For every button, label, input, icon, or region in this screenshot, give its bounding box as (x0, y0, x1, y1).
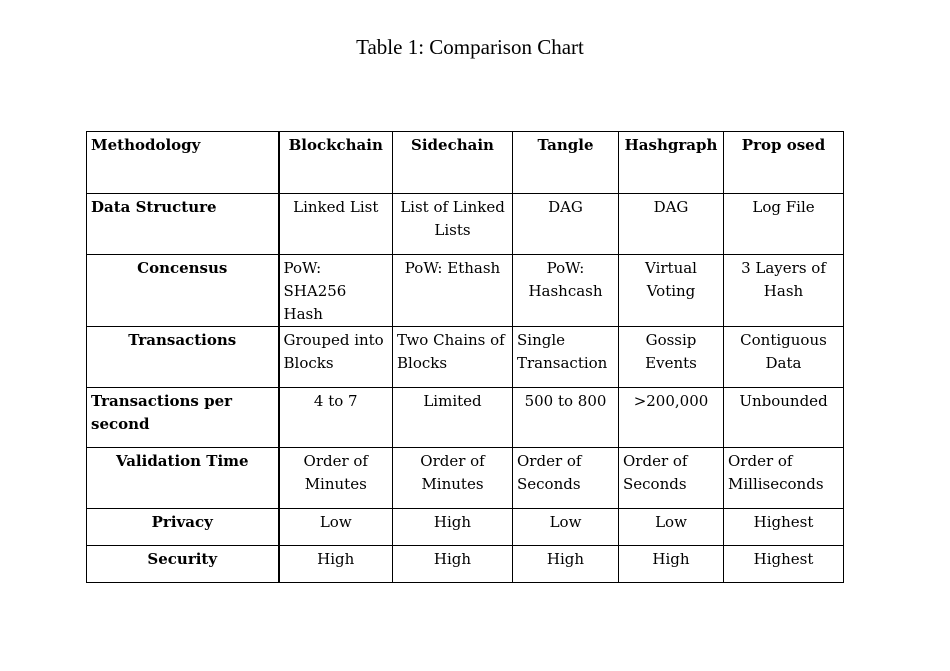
table-cell: Two Chains of Blocks (393, 327, 513, 388)
table-cell: High (279, 546, 393, 583)
table-cell: Order of Seconds (619, 448, 724, 509)
comparison-table (86, 131, 844, 583)
table-cell: PoW: Hashcash (513, 255, 619, 327)
row-label-data-structure: Data Structure (87, 194, 279, 255)
table-cell: Order of Milliseconds (724, 448, 844, 509)
header-blockchain: Blockchain (279, 132, 393, 194)
row-label-consensus: Concensus (87, 255, 279, 327)
table-cell: Order of Minutes (393, 448, 513, 509)
table-cell: Contiguous Data (724, 327, 844, 388)
table-row (87, 448, 844, 509)
table-cell: Low (279, 509, 393, 546)
table-cell: Linked List (279, 194, 393, 255)
table-cell: PoW: SHA256 Hash (279, 255, 393, 327)
table-cell: Virtual Voting (619, 255, 724, 327)
table-cell: Order of Minutes (279, 448, 393, 509)
row-label-validation-time: Validation Time (87, 448, 279, 509)
header-methodology: Methodology (87, 132, 279, 194)
row-label-transactions: Transactions (87, 327, 279, 388)
table-row (87, 327, 844, 388)
table-cell: List of Linked Lists (393, 194, 513, 255)
header-hashgraph: Hashgraph (619, 132, 724, 194)
table-cell: Unbounded (724, 388, 844, 448)
table-cell: High (513, 546, 619, 583)
table-cell: 4 to 7 (279, 388, 393, 448)
table-cell: Gossip Events (619, 327, 724, 388)
table-cell: PoW: Ethash (393, 255, 513, 327)
table-cell: Highest (724, 509, 844, 546)
table-cell: 3 Layers of Hash (724, 255, 844, 327)
table-cell: Limited (393, 388, 513, 448)
table-cell: DAG (513, 194, 619, 255)
table-cell: High (393, 509, 513, 546)
table-cell: Highest (724, 546, 844, 583)
table-row (87, 546, 844, 583)
table-caption: Table 1: Comparison Chart (356, 35, 584, 59)
table-cell: Log File (724, 194, 844, 255)
header-row (87, 132, 844, 194)
row-label-privacy: Privacy (87, 509, 279, 546)
table-cell: >200,000 (619, 388, 724, 448)
row-label-security: Security (87, 546, 279, 583)
table-row (87, 255, 844, 327)
table-row (87, 194, 844, 255)
table-cell: Single Transaction (513, 327, 619, 388)
header-proposed: Prop osed (724, 132, 844, 194)
header-tangle: Tangle (513, 132, 619, 194)
table-cell: DAG (619, 194, 724, 255)
header-sidechain: Sidechain (393, 132, 513, 194)
table-row (87, 509, 844, 546)
table-cell: High (393, 546, 513, 583)
table-cell: Order of Seconds (513, 448, 619, 509)
table-cell: Grouped into Blocks (279, 327, 393, 388)
table-cell: Low (513, 509, 619, 546)
table-cell: 500 to 800 (513, 388, 619, 448)
table-row (87, 388, 844, 448)
table-cell: Low (619, 509, 724, 546)
row-label-transactions-per-second: Transactions per second (87, 388, 279, 448)
table-cell: High (619, 546, 724, 583)
